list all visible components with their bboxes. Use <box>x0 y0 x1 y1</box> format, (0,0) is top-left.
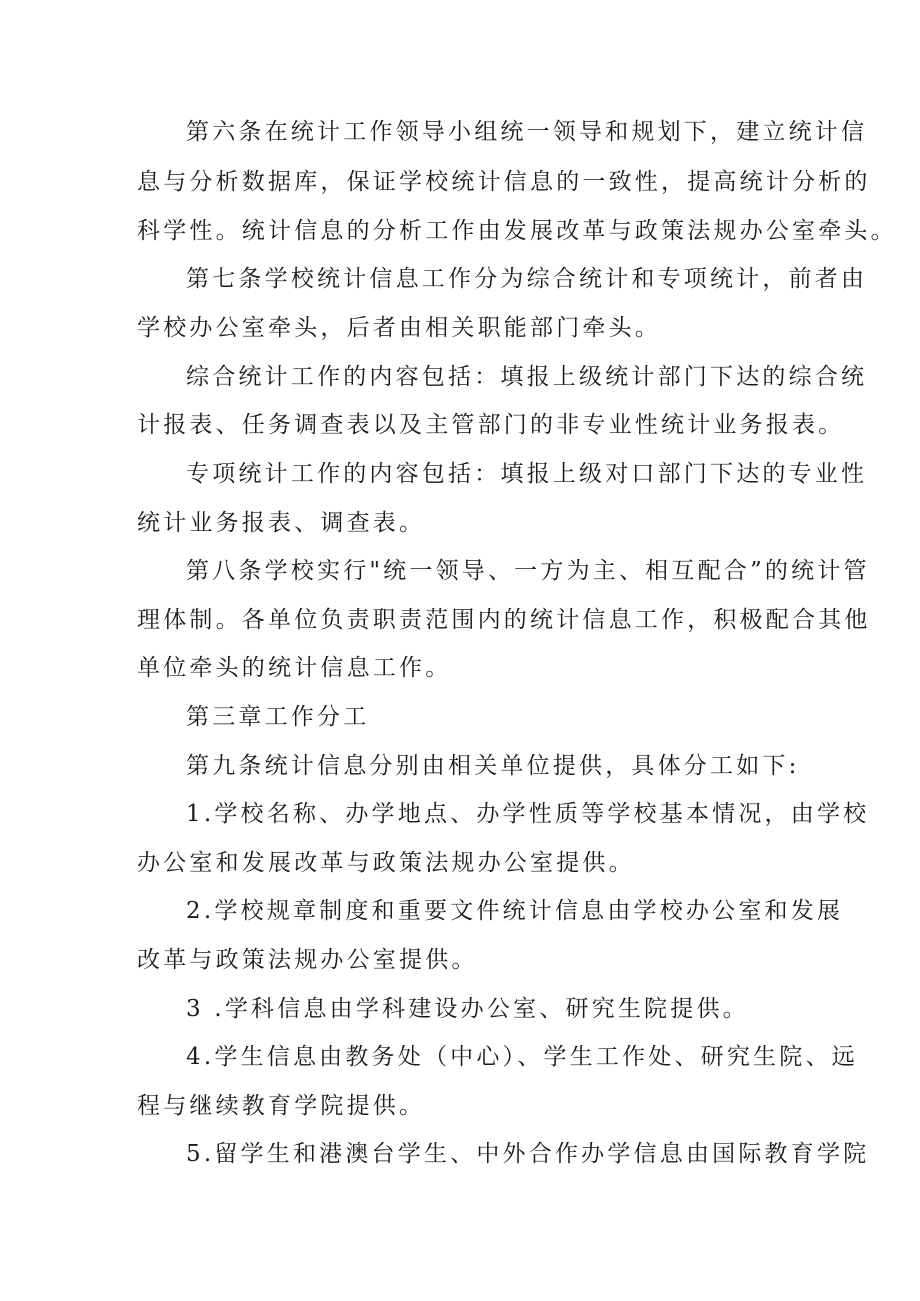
text-line: 第九条统计信息分别由相关单位提供，具体分工如下: <box>186 753 800 779</box>
text-line: 统计业务报表、调查表。 <box>137 510 426 536</box>
text-line: 计报表、任务调查表以及主管部门的非专业性统计业务报表。 <box>137 412 845 438</box>
text-line: 第七条学校统计信息工作分为综合统计和专项统计，前者由 <box>186 266 868 292</box>
chapter-heading: 第三章工作分工 <box>186 704 370 730</box>
list-item: 1.学校名称、办学地点、办学性质等学校基本情况，由学校 <box>186 801 870 827</box>
text-line: 专项统计工作的内容包括：填报上级对口部门下达的专业性 <box>186 461 868 487</box>
text-line: 理体制。各单位负责职责范围内的统计信息工作，积极配合其他 <box>137 607 871 633</box>
text-line: 改革与政策法规办公室提供。 <box>137 947 478 973</box>
text-line: 综合统计工作的内容包括：填报上级统计部门下达的综合统 <box>186 364 868 390</box>
list-item: 4.学生信息由教务处（中心）、学生工作处、研究生院、远 <box>186 1044 858 1070</box>
text-line: 科学性。统计信息的分析工作由发展改革与政策法规办公室牵头。 <box>137 218 897 244</box>
text-line: 第六条在统计工作领导小组统一领导和规划下，建立统计信 <box>186 119 868 145</box>
list-item: 2.学校规章制度和重要文件统计信息由学校办公室和发展 <box>186 898 844 924</box>
text-line: 办公室和发展改革与政策法规办公室提供。 <box>137 850 635 876</box>
text-line: 单位牵头的统计信息工作。 <box>137 655 452 681</box>
text-line: 学校办公室牵头，后者由相关职能部门牵头。 <box>137 315 661 341</box>
list-item: 5.留学生和港澳台学生、中外合作办学信息由国际教育学院 <box>186 1141 870 1167</box>
text-line: 息与分析数据库，保证学校统计信息的一致性，提高统计分析的 <box>137 169 871 195</box>
text-line: 程与继续教育学院提供。 <box>137 1093 426 1119</box>
list-item: 3 .学科信息由学科建设办公室、研究生院提供。 <box>186 996 749 1022</box>
text-line: 第八条学校实行"统一领导、一方为主、相互配合”的统计管 <box>186 558 870 584</box>
